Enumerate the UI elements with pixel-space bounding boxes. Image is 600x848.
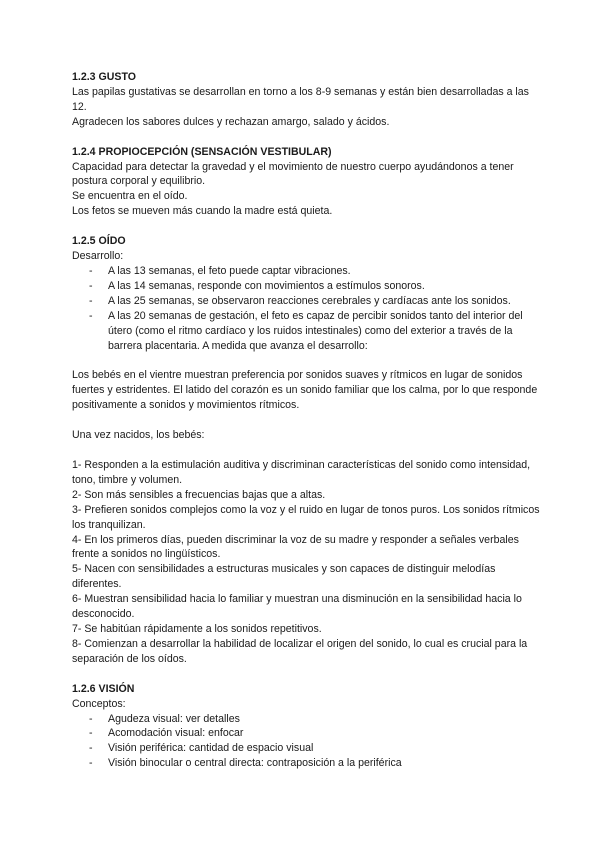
- list-item: [72, 741, 542, 756]
- numbered-item: 5- Nacen con sensibilidades a estructuras musicales y son capaces de distinguir melodías diferentes.: [72, 563, 496, 591]
- list-intro: Conceptos:: [72, 697, 126, 710]
- list-item: [72, 712, 542, 727]
- numbered-item: 7- Se habitúan rápidamente a los sonidos repetitivos.: [72, 623, 322, 635]
- section-oido: [72, 234, 542, 667]
- list-item-text: A las 20 semanas de gestación, el feto es capaz de percibir sonidos tanto del interior del útero (como el ritmo cardíaco y los ruidos intestinales) como del exterior a través de la barrera placentaria. A medida que avanza el desarrollo:: [108, 309, 523, 352]
- numbered-item: 8- Comienzan a desarrollar la habilidad de localizar el origen del sonido, lo cual es crucial para la separación de los oídos.: [72, 637, 528, 665]
- section-heading: 1.2.6 VISIÓN: [72, 682, 135, 695]
- numbered-item: 6- Muestran sensibilidad hacia lo familiar y muestran una disminución en la sensibilidad hacia lo desconocido.: [72, 593, 522, 621]
- bullet-list: [72, 264, 542, 353]
- numbered-item: 1- Responden a la estimulación auditiva y discriminan características del sonido como intensidad, tono, timbre y volumen.: [72, 459, 531, 486]
- numbered-item: 3- Prefieren sonidos complejos como la voz y el ruido en lugar de tonos puros. Los sonidos rítmicos los tranquilizan.: [72, 503, 540, 531]
- paragraph-line: Los fetos se mueven más cuando la madre está quieta.: [72, 205, 333, 218]
- dash-marker: -: [89, 742, 93, 755]
- section-heading: 1.2.4 PROPIOCEPCIÓN (SENSACIÓN VESTIBULAR): [72, 145, 332, 158]
- paragraph: Una vez nacidos, los bebés:: [72, 429, 205, 442]
- list-item-text: A las 13 semanas, el feto puede captar vibraciones.: [108, 264, 351, 277]
- list-item-text: Visión binocular o central directa: contraposición a la periférica: [108, 757, 402, 770]
- list-intro: Desarrollo:: [72, 250, 124, 263]
- dash-marker: -: [89, 264, 93, 277]
- paragraph-line: Las papilas gustativas se desarrollan en torno a los 8-9 semanas y están bien desarrolladas a las 12.: [72, 85, 529, 113]
- bullet-list: [72, 712, 542, 772]
- list-item: [72, 726, 542, 741]
- dash-marker: -: [89, 279, 93, 292]
- list-item-text: A las 14 semanas, responde con movimientos a estímulos sonoros.: [108, 279, 425, 292]
- numbered-item: 2- Son más sensibles a frecuencias bajas que a altas.: [72, 488, 326, 501]
- list-item-text: Agudeza visual: ver detalles: [108, 712, 240, 725]
- list-item: [72, 294, 542, 309]
- list-item: [72, 264, 542, 279]
- list-item: [72, 756, 542, 771]
- section-heading: 1.2.5 OÍDO: [72, 235, 126, 248]
- paragraph-line: Capacidad para detectar la gravedad y el movimiento de nuestro cuerpo ayudándonos a tener postura corporal y equilibrio.: [72, 160, 514, 188]
- dash-marker: -: [89, 727, 93, 740]
- dash-marker: -: [89, 294, 93, 307]
- list-item-text: Visión periférica: cantidad de espacio visual: [108, 742, 314, 755]
- section-gusto: [72, 70, 542, 130]
- dash-marker: -: [89, 309, 93, 322]
- dash-marker: -: [89, 757, 93, 770]
- paragraph-line: Agradecen los sabores dulces y rechazan amargo, salado y ácidos.: [72, 115, 390, 128]
- paragraph-line: Se encuentra en el oído.: [72, 190, 188, 203]
- section-heading: 1.2.3 GUSTO: [72, 71, 136, 83]
- list-item: [72, 309, 542, 354]
- dash-marker: -: [89, 712, 93, 725]
- list-item-text: A las 25 semanas, se observaron reacciones cerebrales y cardíacas ante los sonidos.: [108, 294, 511, 307]
- document-page: [72, 70, 542, 771]
- list-item: [72, 279, 542, 294]
- numbered-item: 4- En los primeros días, pueden discriminar la voz de su madre y responder a señales verbales frente a sonidos no lingüísticos.: [72, 533, 519, 561]
- section-vision: [72, 682, 542, 771]
- list-item-text: Acomodación visual: enfocar: [108, 727, 244, 740]
- section-propiocepcion: [72, 145, 542, 220]
- paragraph: Los bebés en el vientre muestran preferencia por sonidos suaves y rítmicos en lugar de sonidos fuertes y estridentes. El latido del corazón es un sonido familiar que los calma, por lo que responde positivamente a sonidos y movimientos rítmicos.: [72, 369, 538, 412]
